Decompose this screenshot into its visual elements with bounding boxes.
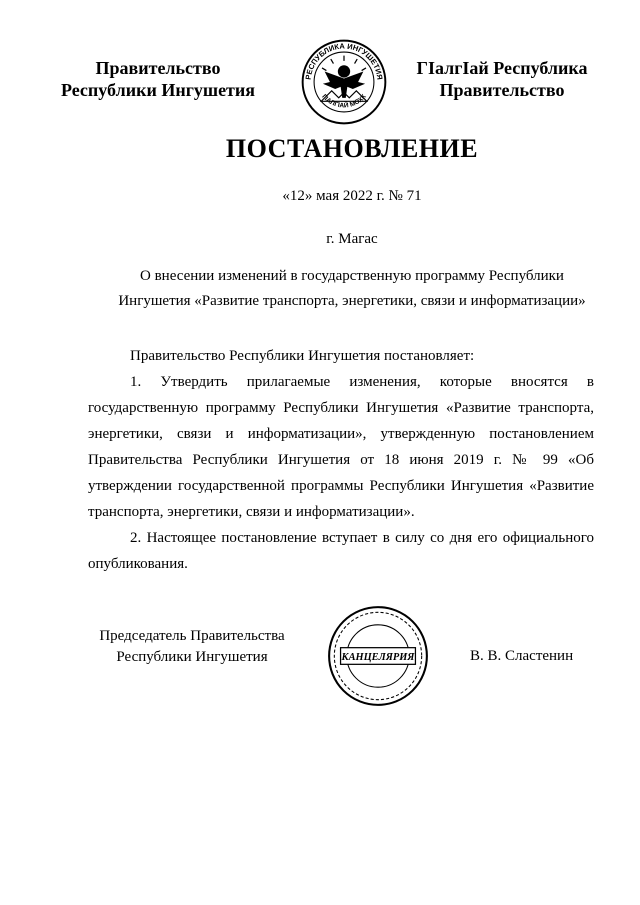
signatory-title-line1: Председатель Правительства xyxy=(99,628,285,644)
header-left-line2: Республики Ингушетия xyxy=(60,80,256,100)
subject-line-2: Ингушетия «Развитие транспорта, энергетики, связи и информатизации» xyxy=(118,293,586,309)
item-2-paragraph: 2. Настоящее постановление вступает в силу со дня его официального опубликования. xyxy=(88,530,594,572)
header-right-block xyxy=(402,57,602,101)
document-body xyxy=(88,343,594,577)
signatory-title-line2: Республики Ингушетия xyxy=(116,649,268,665)
document-title: ПОСТАНОВЛЕНИЕ xyxy=(225,134,479,163)
document-subject xyxy=(100,264,604,314)
header-right-line1: ГIалгIай Республика xyxy=(416,58,588,78)
coat-of-arms-emblem xyxy=(300,38,388,126)
item-1-paragraph: 1. Утвердить прилагаемые изменения, которые вносятся в государственную программу Республики Ингушетия «Развитие транспорта, энергетики, связи и информатизации», утвержденную постановлением Правительства Республики Ингушетия от 18 июня 2019 г. № 99 «Об утверждении государственной программы Республики Ингушетия «Развитие транспорта, энергетики, связи и информатизации». xyxy=(88,374,594,520)
signatory-title xyxy=(92,626,292,668)
emblem-top-text: РЕСПУБЛИКА ИНГУШЕТИЯ xyxy=(303,41,385,81)
document-city: г. Магас xyxy=(326,231,378,247)
subject-line-1: О внесении изменений в государственную программу Республики xyxy=(140,268,564,284)
office-stamp xyxy=(326,604,430,708)
signatory-name: В. В. Сластенин xyxy=(470,648,574,664)
document-date-number: «12» мая 2022 г. № 71 xyxy=(282,188,422,204)
emblem-bottom-text: ГIАЛГIАЙ МОХК xyxy=(320,93,368,110)
stamp-label: КАНЦЕЛЯРИЯ xyxy=(341,652,415,664)
header-left-block xyxy=(40,57,276,101)
header-left-line1: Правительство xyxy=(95,58,221,78)
header-right-line2: Правительство xyxy=(439,80,565,100)
preamble-paragraph: Правительство Республики Ингушетия постановляет: xyxy=(130,348,475,364)
